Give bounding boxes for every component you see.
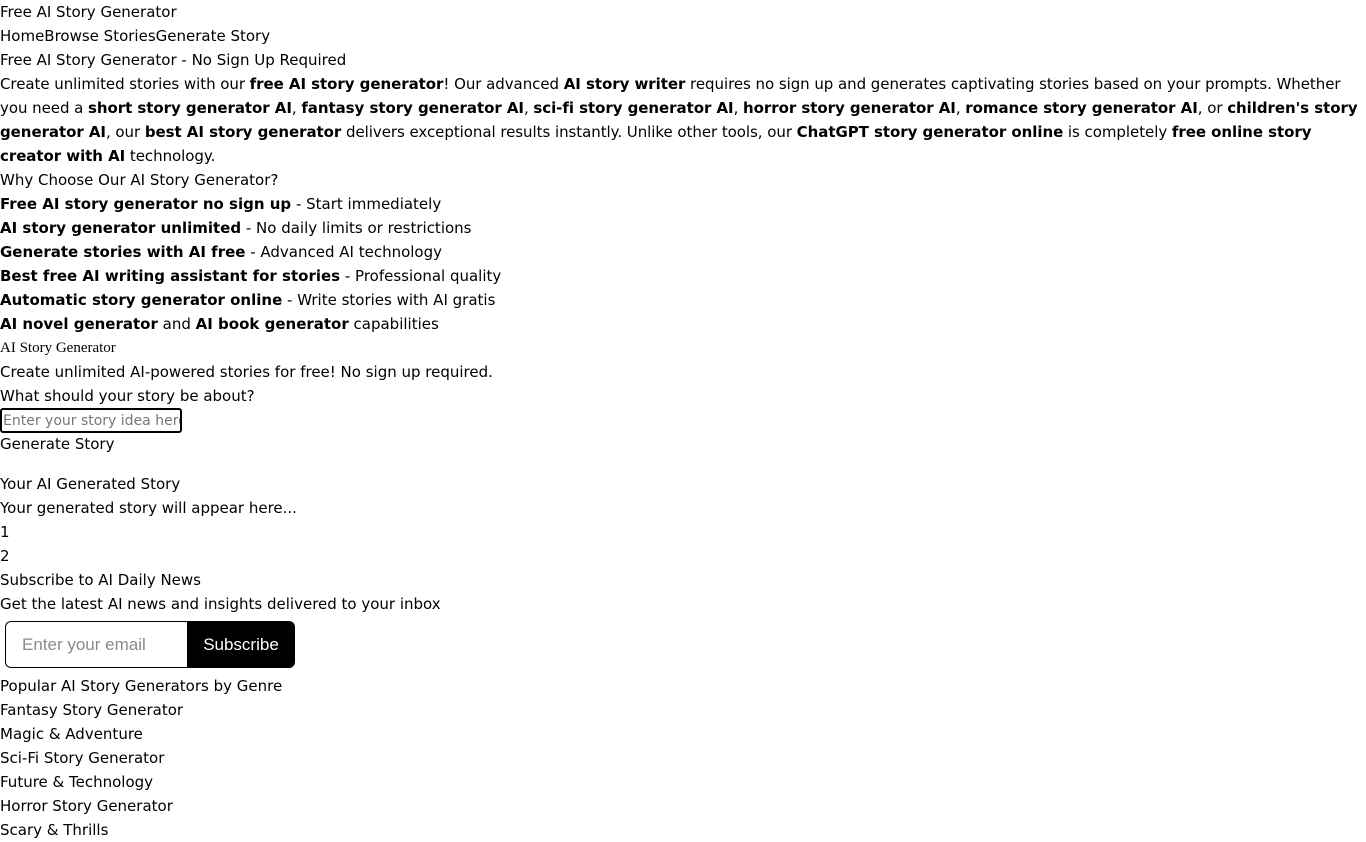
why-item: Best free AI writing assistant for stories - Professional quality [0,267,502,285]
generator-subtitle: Create unlimited AI-powered stories for free! No sign up required. [0,363,493,381]
genre-item[interactable] [0,698,1366,746]
why-item: AI story generator unlimited - No daily limits or restrictions [0,219,472,237]
genre-description: Magic & Adventure [0,725,143,743]
page-number-1[interactable]: 1 [0,523,10,541]
subscribe-button[interactable]: Subscribe [187,621,295,668]
genre-description: Future & Technology [0,773,154,791]
why-item: Free AI story generator no sign up - Start immediately [0,195,442,213]
genre-description: Scary & Thrills [0,821,109,839]
why-item: AI novel generator and AI book generator capabilities [0,315,439,333]
newsletter-heading: Subscribe to AI Daily News [0,571,201,589]
story-output: Your generated story will appear here... [0,499,297,517]
subscribe-form [5,621,295,668]
story-input-row [0,408,1366,432]
nav-generate-story-link[interactable]: Generate Story [155,27,271,45]
genre-name: Fantasy Story Generator [0,701,184,719]
genre-name: Sci-Fi Story Generator [0,749,165,767]
intro-heading: Free AI Story Generator - No Sign Up Required [0,51,347,69]
genres-heading: Popular AI Story Generators by Genre [0,677,283,695]
why-item: Automatic story generator online - Write stories with AI gratis [0,291,496,309]
output-heading: Your AI Generated Story [0,475,181,493]
genre-item[interactable] [0,746,1366,794]
genre-item[interactable] [0,794,1366,842]
why-list [0,192,1366,336]
story-idea-input[interactable] [0,408,182,433]
email-input[interactable] [5,621,187,668]
genre-name: Horror Story Generator [0,797,173,815]
spacer [0,456,1366,472]
newsletter-subtitle: Get the latest AI news and insights delivered to your inbox [0,595,441,613]
nav-home-link[interactable]: Home [0,27,45,45]
site-title: Free AI Story Generator [0,3,177,21]
why-heading: Why Choose Our AI Story Generator? [0,171,279,189]
why-item: Generate stories with AI free - Advanced AI technology [0,243,443,261]
story-prompt-label: What should your story be about? [0,387,255,405]
nav-browse-stories-link[interactable]: Browse Stories [44,27,156,45]
generator-title: AI Story Generator [0,340,116,356]
page-number-2[interactable]: 2 [0,547,10,565]
generate-story-button[interactable]: Generate Story [0,435,115,453]
main-nav [0,24,1366,48]
intro-paragraph: Create unlimited stories with our free AI story generator! Our advanced AI story writer requires no sign up and generates captivating stories based on your prompts. Whether you need a short story generator AI, fantasy story generator AI, sci-fi story generator AI, horror story generator AI, romance story generator AI, or children's story generator AI, our best AI story generator delivers exceptional results instantly. Unlike other tools, our ChatGPT story generator online is completely free online story creator with AI technology. [0,75,1358,165]
